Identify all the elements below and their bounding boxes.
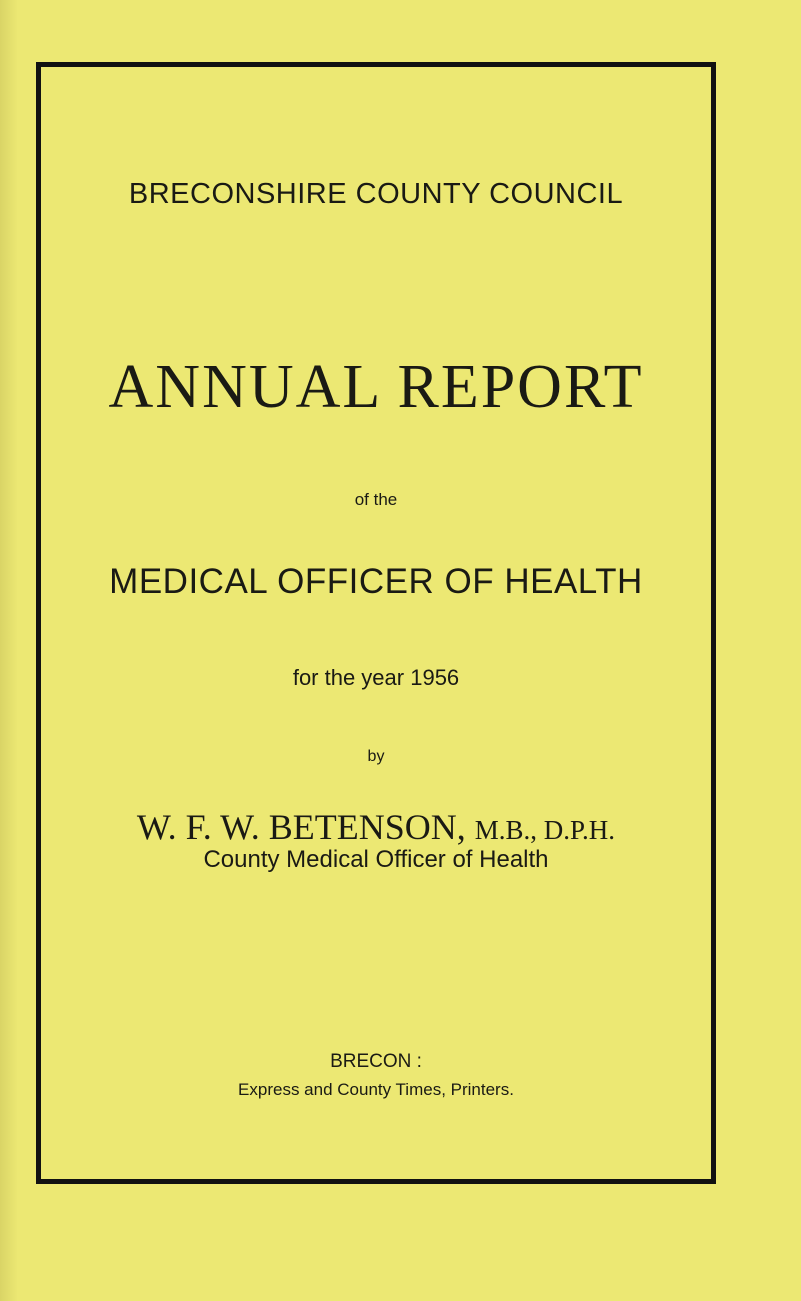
printer-credit: Express and County Times, Printers. xyxy=(238,1080,514,1099)
report-title: ANNUAL REPORT xyxy=(108,353,644,421)
officer-title: MEDICAL OFFICER OF HEALTH xyxy=(109,562,643,601)
page-border xyxy=(36,62,716,1184)
author-position: County Medical Officer of Health xyxy=(203,846,549,873)
report-year: for the year 1956 xyxy=(292,665,460,690)
publication-place: BRECON : xyxy=(330,1051,422,1072)
of-the-text: of the xyxy=(354,490,398,509)
author-line xyxy=(36,806,716,848)
page-edge-shadow xyxy=(0,0,18,1301)
council-name: BRECONSHIRE COUNTY COUNCIL xyxy=(128,178,624,210)
author-name: W. F. W. BETENSON, xyxy=(136,807,466,847)
author-qualifications: M.B., D.P.H. xyxy=(474,815,616,845)
by-text: by xyxy=(367,748,385,765)
